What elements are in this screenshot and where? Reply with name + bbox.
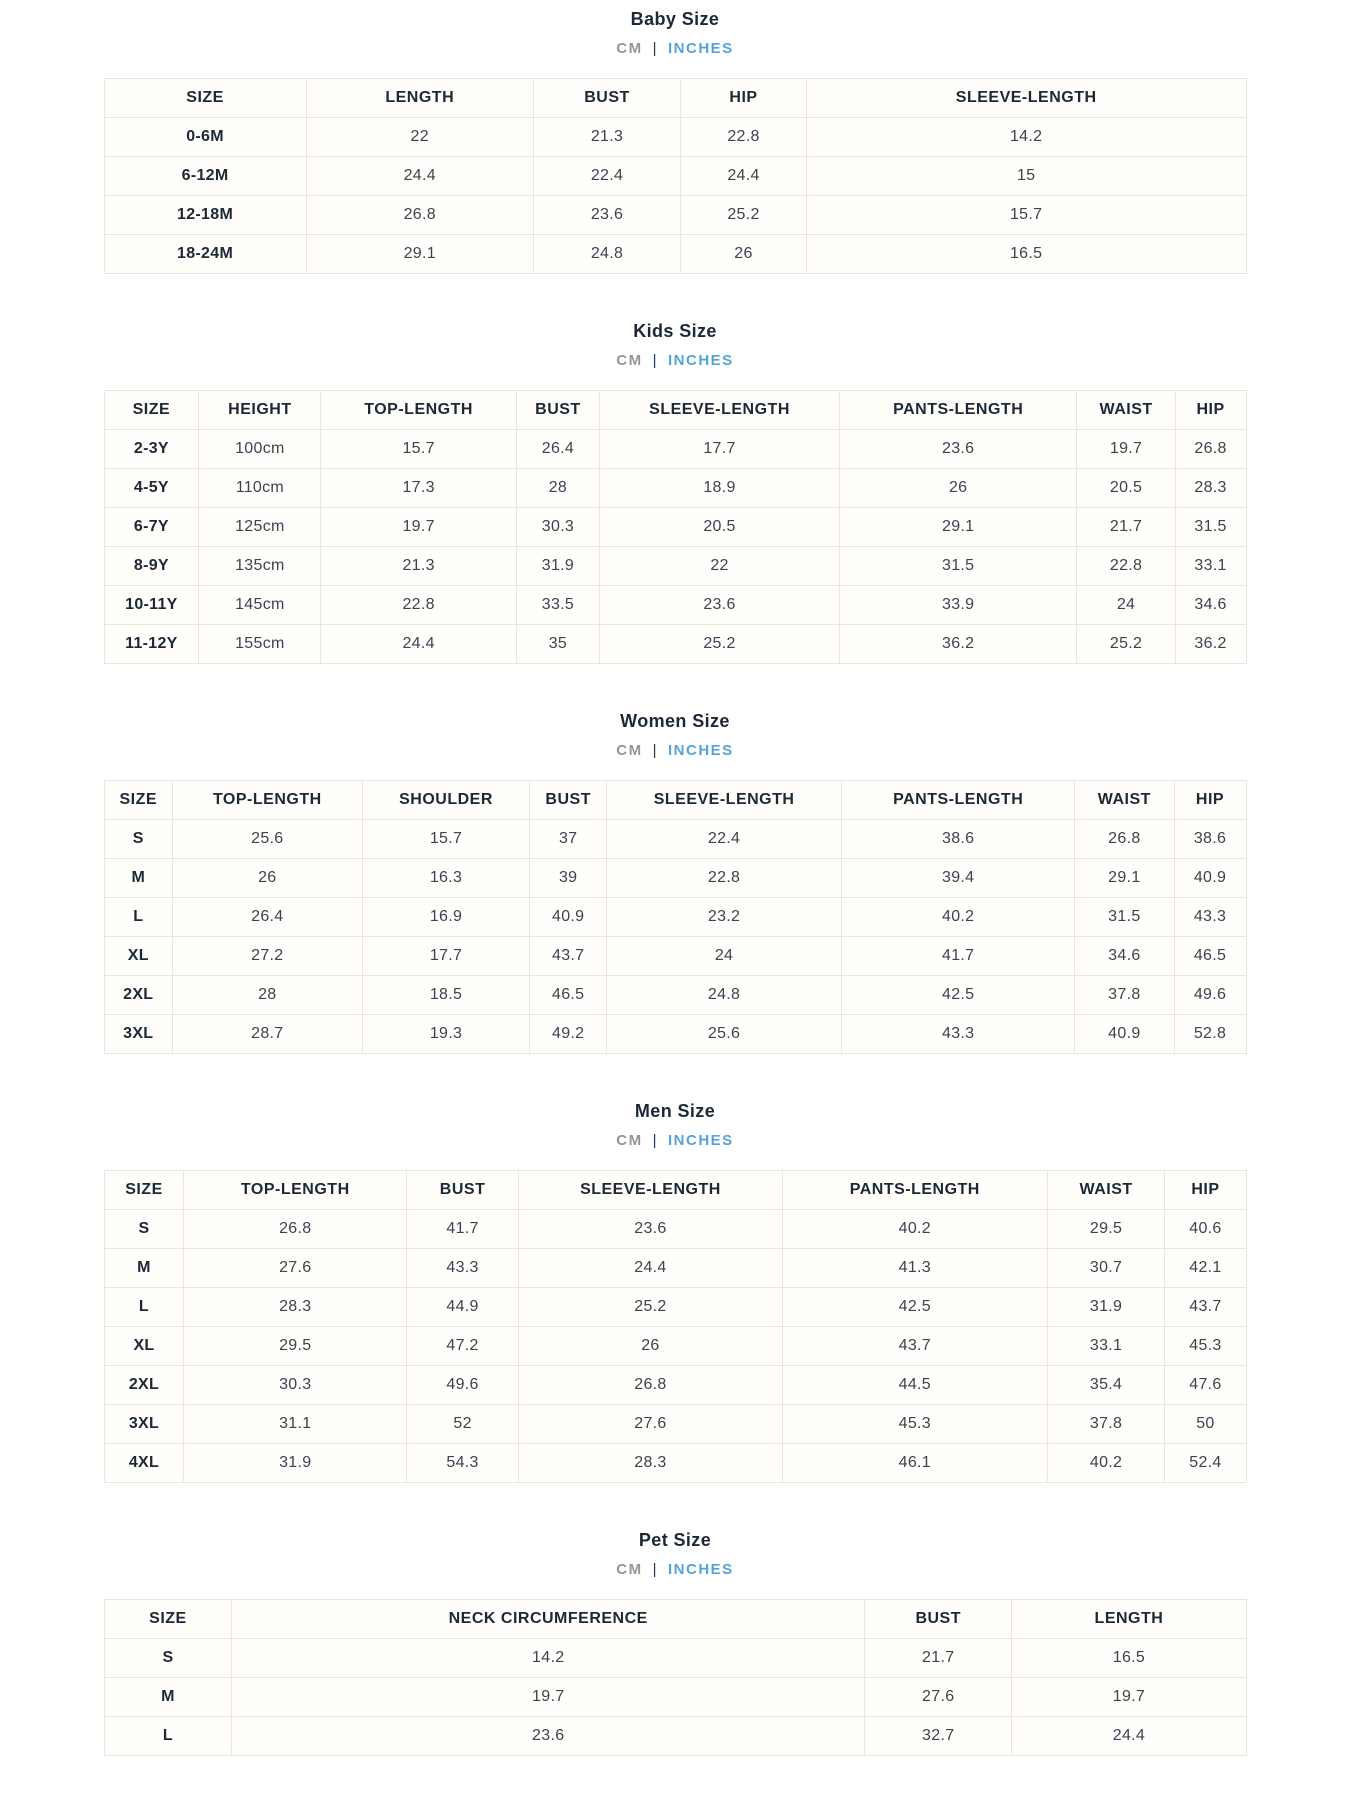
size-cell: 23.6 xyxy=(519,1210,783,1249)
size-cell: 40.9 xyxy=(1075,1015,1174,1054)
size-cell: 15.7 xyxy=(806,196,1246,235)
table-row xyxy=(104,937,1246,976)
size-row-label: S xyxy=(104,1639,232,1678)
size-cell: 29.5 xyxy=(1047,1210,1165,1249)
size-cell: 23.6 xyxy=(533,196,680,235)
size-cell: 24 xyxy=(606,937,841,976)
size-cell: 22.8 xyxy=(321,586,516,625)
column-header: BUST xyxy=(865,1600,1012,1639)
size-cell: 37 xyxy=(530,820,607,859)
table-row xyxy=(104,1639,1246,1678)
column-header: BUST xyxy=(530,781,607,820)
section-title: Kids Size xyxy=(633,321,717,341)
size-cell: 46.1 xyxy=(782,1444,1047,1483)
size-cell: 31.9 xyxy=(184,1444,407,1483)
column-header: PANTS-LENGTH xyxy=(839,391,1077,430)
size-row-label: XL xyxy=(104,937,173,976)
size-cell: 26.8 xyxy=(1075,820,1174,859)
size-section xyxy=(104,1100,1247,1483)
table-row xyxy=(104,118,1246,157)
size-cell: 24.4 xyxy=(681,157,807,196)
column-header: LENGTH xyxy=(1012,1600,1246,1639)
table-row xyxy=(104,1444,1246,1483)
column-header: BUST xyxy=(533,79,680,118)
size-cell: 33.1 xyxy=(1175,547,1246,586)
size-row-label: 10-11Y xyxy=(104,586,199,625)
size-cell: 26.8 xyxy=(184,1210,407,1249)
size-cell: 29.1 xyxy=(839,508,1077,547)
column-header: SIZE xyxy=(104,1600,232,1639)
size-cell: 26 xyxy=(839,469,1077,508)
size-cell: 37.8 xyxy=(1075,976,1174,1015)
size-cell: 34.6 xyxy=(1075,937,1174,976)
size-row-label: L xyxy=(104,1288,184,1327)
unit-toggle xyxy=(104,1132,1247,1150)
size-cell: 37.8 xyxy=(1047,1405,1165,1444)
size-cell: 29.1 xyxy=(306,235,533,274)
size-cell: 41.7 xyxy=(842,937,1075,976)
table-header-row xyxy=(104,1171,1246,1210)
table-row xyxy=(104,586,1246,625)
size-cell: 31.5 xyxy=(839,547,1077,586)
unit-inches-button[interactable]: INCHES xyxy=(668,1561,734,1578)
size-cell: 30.7 xyxy=(1047,1249,1165,1288)
size-cell: 27.6 xyxy=(865,1678,1012,1717)
table-row xyxy=(104,1210,1246,1249)
size-chart-page xyxy=(104,0,1247,1756)
size-cell: 15.7 xyxy=(362,820,530,859)
column-header: NECK CIRCUMFERENCE xyxy=(232,1600,865,1639)
table-row xyxy=(104,196,1246,235)
size-row-label: 3XL xyxy=(104,1405,184,1444)
size-cell: 25.2 xyxy=(519,1288,783,1327)
size-cell: 24.4 xyxy=(1012,1717,1246,1756)
size-cell: 28 xyxy=(173,976,363,1015)
size-section xyxy=(104,320,1247,664)
size-cell: 23.6 xyxy=(232,1717,865,1756)
size-row-label: 6-7Y xyxy=(104,508,199,547)
section-title: Baby Size xyxy=(630,9,720,29)
unit-separator-icon: | xyxy=(652,742,659,759)
size-row-label: 4XL xyxy=(104,1444,184,1483)
size-table xyxy=(104,1170,1247,1483)
unit-separator-icon: | xyxy=(652,1561,659,1578)
table-row xyxy=(104,898,1246,937)
size-table xyxy=(104,78,1247,274)
column-header: SIZE xyxy=(104,79,306,118)
size-cell: 28.7 xyxy=(173,1015,363,1054)
table-row xyxy=(104,1405,1246,1444)
size-cell: 44.5 xyxy=(782,1366,1047,1405)
size-cell: 38.6 xyxy=(1174,820,1246,859)
size-cell: 43.3 xyxy=(842,1015,1075,1054)
column-header: WAIST xyxy=(1075,781,1174,820)
size-cell: 22.8 xyxy=(681,118,807,157)
size-cell: 45.3 xyxy=(1165,1327,1246,1366)
table-header-row xyxy=(104,1600,1246,1639)
size-section xyxy=(104,710,1247,1054)
size-row-label: 2XL xyxy=(104,1366,184,1405)
size-cell: 16.5 xyxy=(1012,1639,1246,1678)
size-cell: 16.3 xyxy=(362,859,530,898)
size-cell: 31.5 xyxy=(1075,898,1174,937)
size-row-label: S xyxy=(104,1210,184,1249)
size-cell: 14.2 xyxy=(232,1639,865,1678)
size-row-label: 18-24M xyxy=(104,235,306,274)
size-cell: 46.5 xyxy=(530,976,607,1015)
size-cell: 22.4 xyxy=(606,820,841,859)
table-row xyxy=(104,157,1246,196)
size-cell: 36.2 xyxy=(1175,625,1246,664)
size-cell: 40.9 xyxy=(530,898,607,937)
table-row xyxy=(104,820,1246,859)
size-section xyxy=(104,1529,1247,1756)
column-header: SLEEVE-LENGTH xyxy=(606,781,841,820)
size-cell: 25.2 xyxy=(1077,625,1175,664)
size-cell: 22 xyxy=(600,547,840,586)
column-header: WAIST xyxy=(1047,1171,1165,1210)
size-cell: 26.4 xyxy=(516,430,599,469)
unit-separator-icon: | xyxy=(652,1132,659,1149)
size-cell: 17.7 xyxy=(362,937,530,976)
size-cell: 110cm xyxy=(199,469,321,508)
unit-inches-button[interactable]: INCHES xyxy=(668,742,734,759)
size-section xyxy=(104,8,1247,274)
size-cell: 52.8 xyxy=(1174,1015,1246,1054)
size-cell: 18.9 xyxy=(600,469,840,508)
unit-inches-button[interactable]: INCHES xyxy=(668,352,734,369)
table-row xyxy=(104,1327,1246,1366)
size-cell: 31.1 xyxy=(184,1405,407,1444)
size-cell: 49.2 xyxy=(530,1015,607,1054)
size-cell: 33.1 xyxy=(1047,1327,1165,1366)
section-title: Men Size xyxy=(634,1101,716,1121)
size-row-label: 8-9Y xyxy=(104,547,199,586)
size-cell: 18.5 xyxy=(362,976,530,1015)
size-cell: 24.4 xyxy=(519,1249,783,1288)
size-cell: 27.2 xyxy=(173,937,363,976)
size-cell: 22.8 xyxy=(606,859,841,898)
size-cell: 17.3 xyxy=(321,469,516,508)
size-cell: 28.3 xyxy=(519,1444,783,1483)
column-header: SLEEVE-LENGTH xyxy=(806,79,1246,118)
table-header-row xyxy=(104,781,1246,820)
column-header: HIP xyxy=(1174,781,1246,820)
unit-toggle xyxy=(104,352,1247,370)
table-header-row xyxy=(104,79,1246,118)
size-cell: 21.7 xyxy=(865,1639,1012,1678)
unit-cm-button[interactable]: CM xyxy=(616,352,643,369)
size-cell: 40.9 xyxy=(1174,859,1246,898)
size-cell: 27.6 xyxy=(519,1405,783,1444)
size-cell: 47.2 xyxy=(407,1327,519,1366)
size-cell: 32.7 xyxy=(865,1717,1012,1756)
column-header: SLEEVE-LENGTH xyxy=(519,1171,783,1210)
column-header: HEIGHT xyxy=(199,391,321,430)
table-row xyxy=(104,469,1246,508)
size-cell: 31.9 xyxy=(516,547,599,586)
size-cell: 49.6 xyxy=(1174,976,1246,1015)
size-row-label: M xyxy=(104,1678,232,1717)
size-cell: 41.3 xyxy=(782,1249,1047,1288)
size-cell: 16.9 xyxy=(362,898,530,937)
size-cell: 30.3 xyxy=(516,508,599,547)
size-cell: 39.4 xyxy=(842,859,1075,898)
size-cell: 25.2 xyxy=(600,625,840,664)
unit-toggle xyxy=(104,1561,1247,1579)
column-header: WAIST xyxy=(1077,391,1175,430)
size-cell: 35 xyxy=(516,625,599,664)
size-cell: 41.7 xyxy=(407,1210,519,1249)
unit-cm-button[interactable]: CM xyxy=(616,1132,643,1149)
table-row xyxy=(104,1249,1246,1288)
unit-cm-button[interactable]: CM xyxy=(616,40,643,57)
unit-separator-icon: | xyxy=(652,40,659,57)
column-header: PANTS-LENGTH xyxy=(842,781,1075,820)
size-cell: 25.2 xyxy=(681,196,807,235)
size-row-label: M xyxy=(104,1249,184,1288)
column-header: LENGTH xyxy=(306,79,533,118)
size-cell: 135cm xyxy=(199,547,321,586)
size-cell: 23.2 xyxy=(606,898,841,937)
size-row-label: L xyxy=(104,898,173,937)
size-cell: 47.6 xyxy=(1165,1366,1246,1405)
size-cell: 23.6 xyxy=(600,586,840,625)
size-cell: 20.5 xyxy=(600,508,840,547)
size-cell: 22 xyxy=(306,118,533,157)
table-row xyxy=(104,508,1246,547)
size-cell: 19.7 xyxy=(1012,1678,1246,1717)
size-cell: 43.7 xyxy=(1165,1288,1246,1327)
size-cell: 22.8 xyxy=(1077,547,1175,586)
size-row-label: L xyxy=(104,1717,232,1756)
size-cell: 38.6 xyxy=(842,820,1075,859)
size-cell: 20.5 xyxy=(1077,469,1175,508)
size-cell: 43.3 xyxy=(1174,898,1246,937)
size-cell: 52 xyxy=(407,1405,519,1444)
size-cell: 19.3 xyxy=(362,1015,530,1054)
size-cell: 43.3 xyxy=(407,1249,519,1288)
size-cell: 25.6 xyxy=(606,1015,841,1054)
column-header: SIZE xyxy=(104,781,173,820)
size-cell: 100cm xyxy=(199,430,321,469)
table-row xyxy=(104,1015,1246,1054)
size-cell: 34.6 xyxy=(1175,586,1246,625)
size-cell: 40.6 xyxy=(1165,1210,1246,1249)
size-cell: 21.3 xyxy=(533,118,680,157)
size-cell: 25.6 xyxy=(173,820,363,859)
size-cell: 14.2 xyxy=(806,118,1246,157)
size-cell: 33.5 xyxy=(516,586,599,625)
column-header: TOP-LENGTH xyxy=(184,1171,407,1210)
size-cell: 42.1 xyxy=(1165,1249,1246,1288)
size-cell: 23.6 xyxy=(839,430,1077,469)
size-cell: 43.7 xyxy=(530,937,607,976)
table-row xyxy=(104,1678,1246,1717)
column-header: SIZE xyxy=(104,391,199,430)
column-header: BUST xyxy=(407,1171,519,1210)
size-cell: 21.7 xyxy=(1077,508,1175,547)
size-cell: 40.2 xyxy=(842,898,1075,937)
size-cell: 22.4 xyxy=(533,157,680,196)
size-cell: 24.4 xyxy=(306,157,533,196)
size-cell: 30.3 xyxy=(184,1366,407,1405)
column-header: SLEEVE-LENGTH xyxy=(600,391,840,430)
size-row-label: 11-12Y xyxy=(104,625,199,664)
unit-toggle xyxy=(104,40,1247,58)
unit-cm-button[interactable]: CM xyxy=(616,1561,643,1578)
table-row xyxy=(104,625,1246,664)
size-cell: 19.7 xyxy=(321,508,516,547)
column-header: HIP xyxy=(681,79,807,118)
size-cell: 44.9 xyxy=(407,1288,519,1327)
unit-inches-button[interactable]: INCHES xyxy=(668,40,734,57)
table-row xyxy=(104,859,1246,898)
size-cell: 19.7 xyxy=(232,1678,865,1717)
size-cell: 28 xyxy=(516,469,599,508)
table-row xyxy=(104,1717,1246,1756)
column-header: BUST xyxy=(516,391,599,430)
size-cell: 42.5 xyxy=(842,976,1075,1015)
size-cell: 21.3 xyxy=(321,547,516,586)
size-table xyxy=(104,390,1247,664)
size-row-label: XL xyxy=(104,1327,184,1366)
size-cell: 15 xyxy=(806,157,1246,196)
size-cell: 24.4 xyxy=(321,625,516,664)
size-cell: 26.8 xyxy=(1175,430,1246,469)
size-cell: 28.3 xyxy=(184,1288,407,1327)
size-cell: 125cm xyxy=(199,508,321,547)
unit-separator-icon: | xyxy=(652,352,659,369)
table-row xyxy=(104,547,1246,586)
size-cell: 31.9 xyxy=(1047,1288,1165,1327)
size-table xyxy=(104,780,1247,1054)
section-title: Women Size xyxy=(620,711,730,731)
size-cell: 26 xyxy=(173,859,363,898)
size-cell: 43.7 xyxy=(782,1327,1047,1366)
size-cell: 46.5 xyxy=(1174,937,1246,976)
size-row-label: 4-5Y xyxy=(104,469,199,508)
table-row xyxy=(104,1366,1246,1405)
size-row-label: 2-3Y xyxy=(104,430,199,469)
unit-cm-button[interactable]: CM xyxy=(616,742,643,759)
size-cell: 27.6 xyxy=(184,1249,407,1288)
column-header: PANTS-LENGTH xyxy=(782,1171,1047,1210)
size-cell: 33.9 xyxy=(839,586,1077,625)
size-cell: 17.7 xyxy=(600,430,840,469)
column-header: SIZE xyxy=(104,1171,184,1210)
size-row-label: 0-6M xyxy=(104,118,306,157)
size-row-label: 3XL xyxy=(104,1015,173,1054)
size-cell: 26.8 xyxy=(519,1366,783,1405)
table-row xyxy=(104,235,1246,274)
table-row xyxy=(104,976,1246,1015)
size-cell: 42.5 xyxy=(782,1288,1047,1327)
size-cell: 26 xyxy=(681,235,807,274)
unit-toggle xyxy=(104,742,1247,760)
size-cell: 29.1 xyxy=(1075,859,1174,898)
column-header: HIP xyxy=(1165,1171,1246,1210)
size-cell: 49.6 xyxy=(407,1366,519,1405)
size-row-label: S xyxy=(104,820,173,859)
size-cell: 26 xyxy=(519,1327,783,1366)
table-header-row xyxy=(104,391,1246,430)
size-cell: 45.3 xyxy=(782,1405,1047,1444)
size-cell: 15.7 xyxy=(321,430,516,469)
size-cell: 31.5 xyxy=(1175,508,1246,547)
size-row-label: 12-18M xyxy=(104,196,306,235)
size-row-label: 6-12M xyxy=(104,157,306,196)
size-row-label: M xyxy=(104,859,173,898)
size-cell: 40.2 xyxy=(1047,1444,1165,1483)
unit-inches-button[interactable]: INCHES xyxy=(668,1132,734,1149)
size-table xyxy=(104,1599,1247,1756)
size-cell: 24.8 xyxy=(533,235,680,274)
size-cell: 26.8 xyxy=(306,196,533,235)
size-cell: 145cm xyxy=(199,586,321,625)
size-cell: 24.8 xyxy=(606,976,841,1015)
size-cell: 40.2 xyxy=(782,1210,1047,1249)
size-cell: 28.3 xyxy=(1175,469,1246,508)
section-title: Pet Size xyxy=(638,1530,712,1550)
size-cell: 19.7 xyxy=(1077,430,1175,469)
column-header: HIP xyxy=(1175,391,1246,430)
size-cell: 26.4 xyxy=(173,898,363,937)
size-cell: 16.5 xyxy=(806,235,1246,274)
size-cell: 54.3 xyxy=(407,1444,519,1483)
size-cell: 50 xyxy=(1165,1405,1246,1444)
size-cell: 36.2 xyxy=(839,625,1077,664)
column-header: TOP-LENGTH xyxy=(321,391,516,430)
size-row-label: 2XL xyxy=(104,976,173,1015)
column-header: TOP-LENGTH xyxy=(173,781,363,820)
size-cell: 155cm xyxy=(199,625,321,664)
column-header: SHOULDER xyxy=(362,781,530,820)
size-cell: 24 xyxy=(1077,586,1175,625)
table-row xyxy=(104,1288,1246,1327)
size-cell: 39 xyxy=(530,859,607,898)
size-cell: 35.4 xyxy=(1047,1366,1165,1405)
table-row xyxy=(104,430,1246,469)
size-cell: 52.4 xyxy=(1165,1444,1246,1483)
size-cell: 29.5 xyxy=(184,1327,407,1366)
